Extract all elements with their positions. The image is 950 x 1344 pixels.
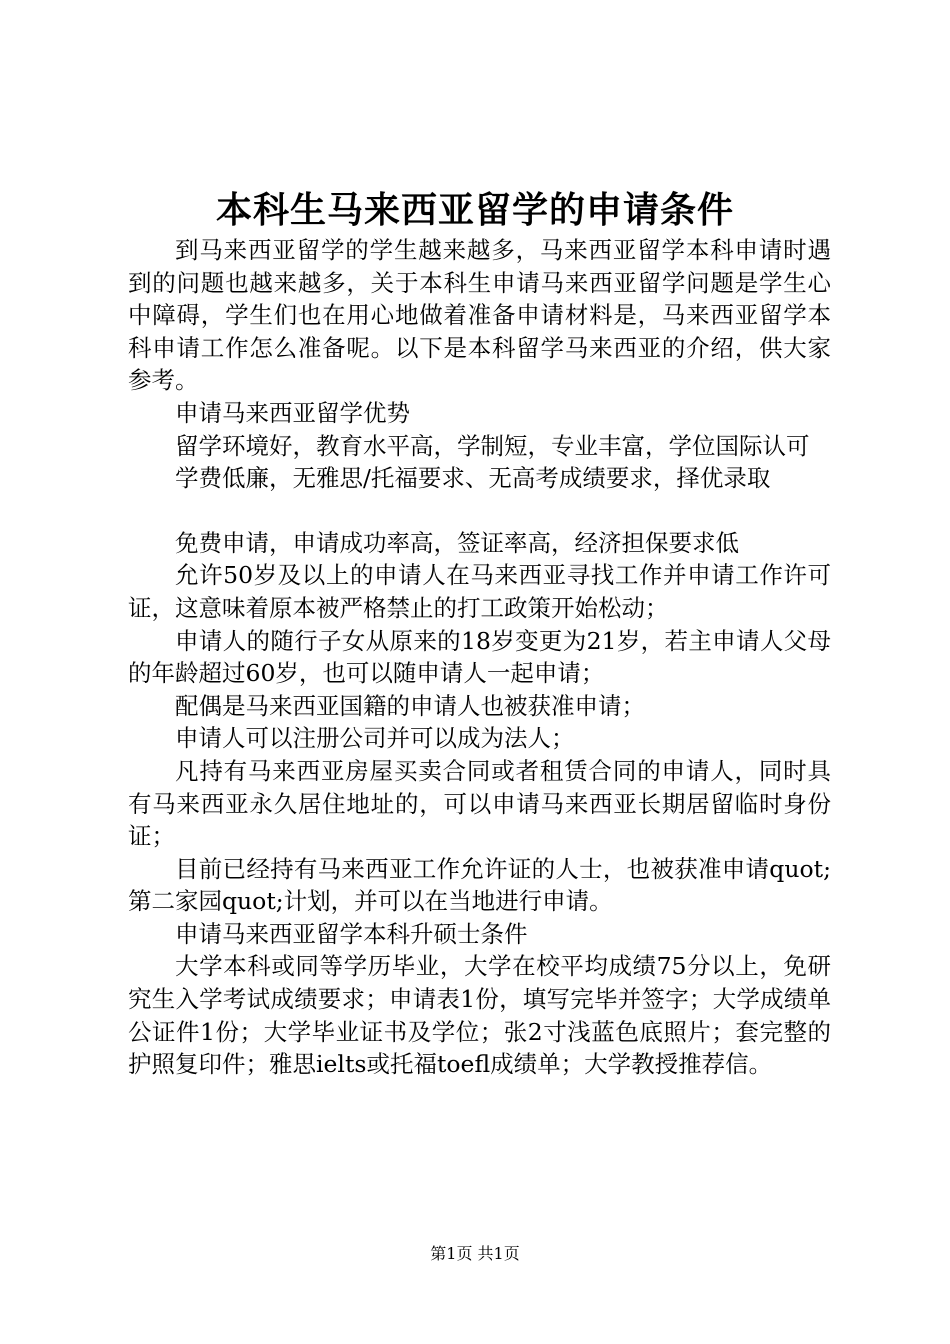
document-body xyxy=(128,234,831,1081)
paragraph-second-home: 目前已经持有马来西亚工作允许证的人士，也被获准申请quot;第二家园quot;计划，并可以在当地进行申请。 xyxy=(128,854,831,916)
paragraph-work-permit: 允许50岁及以上的申请人在马来西亚寻找工作并申请工作许可证，这意味着原本被严格禁止的打工政策开始松动； xyxy=(128,561,831,622)
paragraph-masters-heading: 申请马来西亚留学本科升硕士条件 xyxy=(175,919,528,948)
paragraph-intro: 到马来西亚留学的学生越来越多，马来西亚留学本科申请时遇到的问题也越来越多，关于本科生申请马来西亚留学问题是学生心中障碍，学生们也在用心地做着准备申请材料是，马来西亚留学本科申请工作怎么准备呢。以下是本科留学马来西亚的介绍，供大家参考。 xyxy=(128,236,831,395)
paragraph-spouse: 配偶是马来西亚国籍的申请人也被获准申请； xyxy=(175,691,645,720)
paragraph-advantage-free-application: 免费申请，申请成功率高，签证率高，经济担保要求低 xyxy=(175,528,739,557)
paragraph-residence: 凡持有马来西亚房屋买卖合同或者租赁合同的申请人，同时具有马来西亚永久居住地址的，可以申请马来西亚长期居留临时身份证； xyxy=(128,756,831,851)
page-footer: 第1页 共1页 xyxy=(430,1244,520,1263)
paragraph-advantages-heading: 申请马来西亚留学优势 xyxy=(175,398,410,427)
paragraph-advantage-environment: 留学环境好，教育水平高，学制短，专业丰富，学位国际认可 xyxy=(175,431,810,460)
paragraph-company: 申请人可以注册公司并可以成为法人； xyxy=(175,724,575,753)
document-title: 本科生马来西亚留学的申请条件 xyxy=(215,189,734,231)
paragraph-dependents: 申请人的随行子女从原来的18岁变更为21岁，若主申请人父母的年龄超过60岁，也可以随申请人一起申请； xyxy=(128,626,831,688)
paragraph-masters-requirements: 大学本科或同等学历毕业，大学在校平均成绩75分以上，免研究生入学考试成绩要求；申请表1份，填写完毕并签字；大学成绩单公证件1份；大学毕业证书及学位；张2寸浅蓝色底照片；套完整的护照复印件；雅思ielts或托福toefl成绩单；大学教授推荐信。 xyxy=(128,952,831,1079)
paragraph-advantage-tuition: 学费低廉，无雅思/托福要求、无高考成绩要求，择优录取 xyxy=(175,464,771,493)
